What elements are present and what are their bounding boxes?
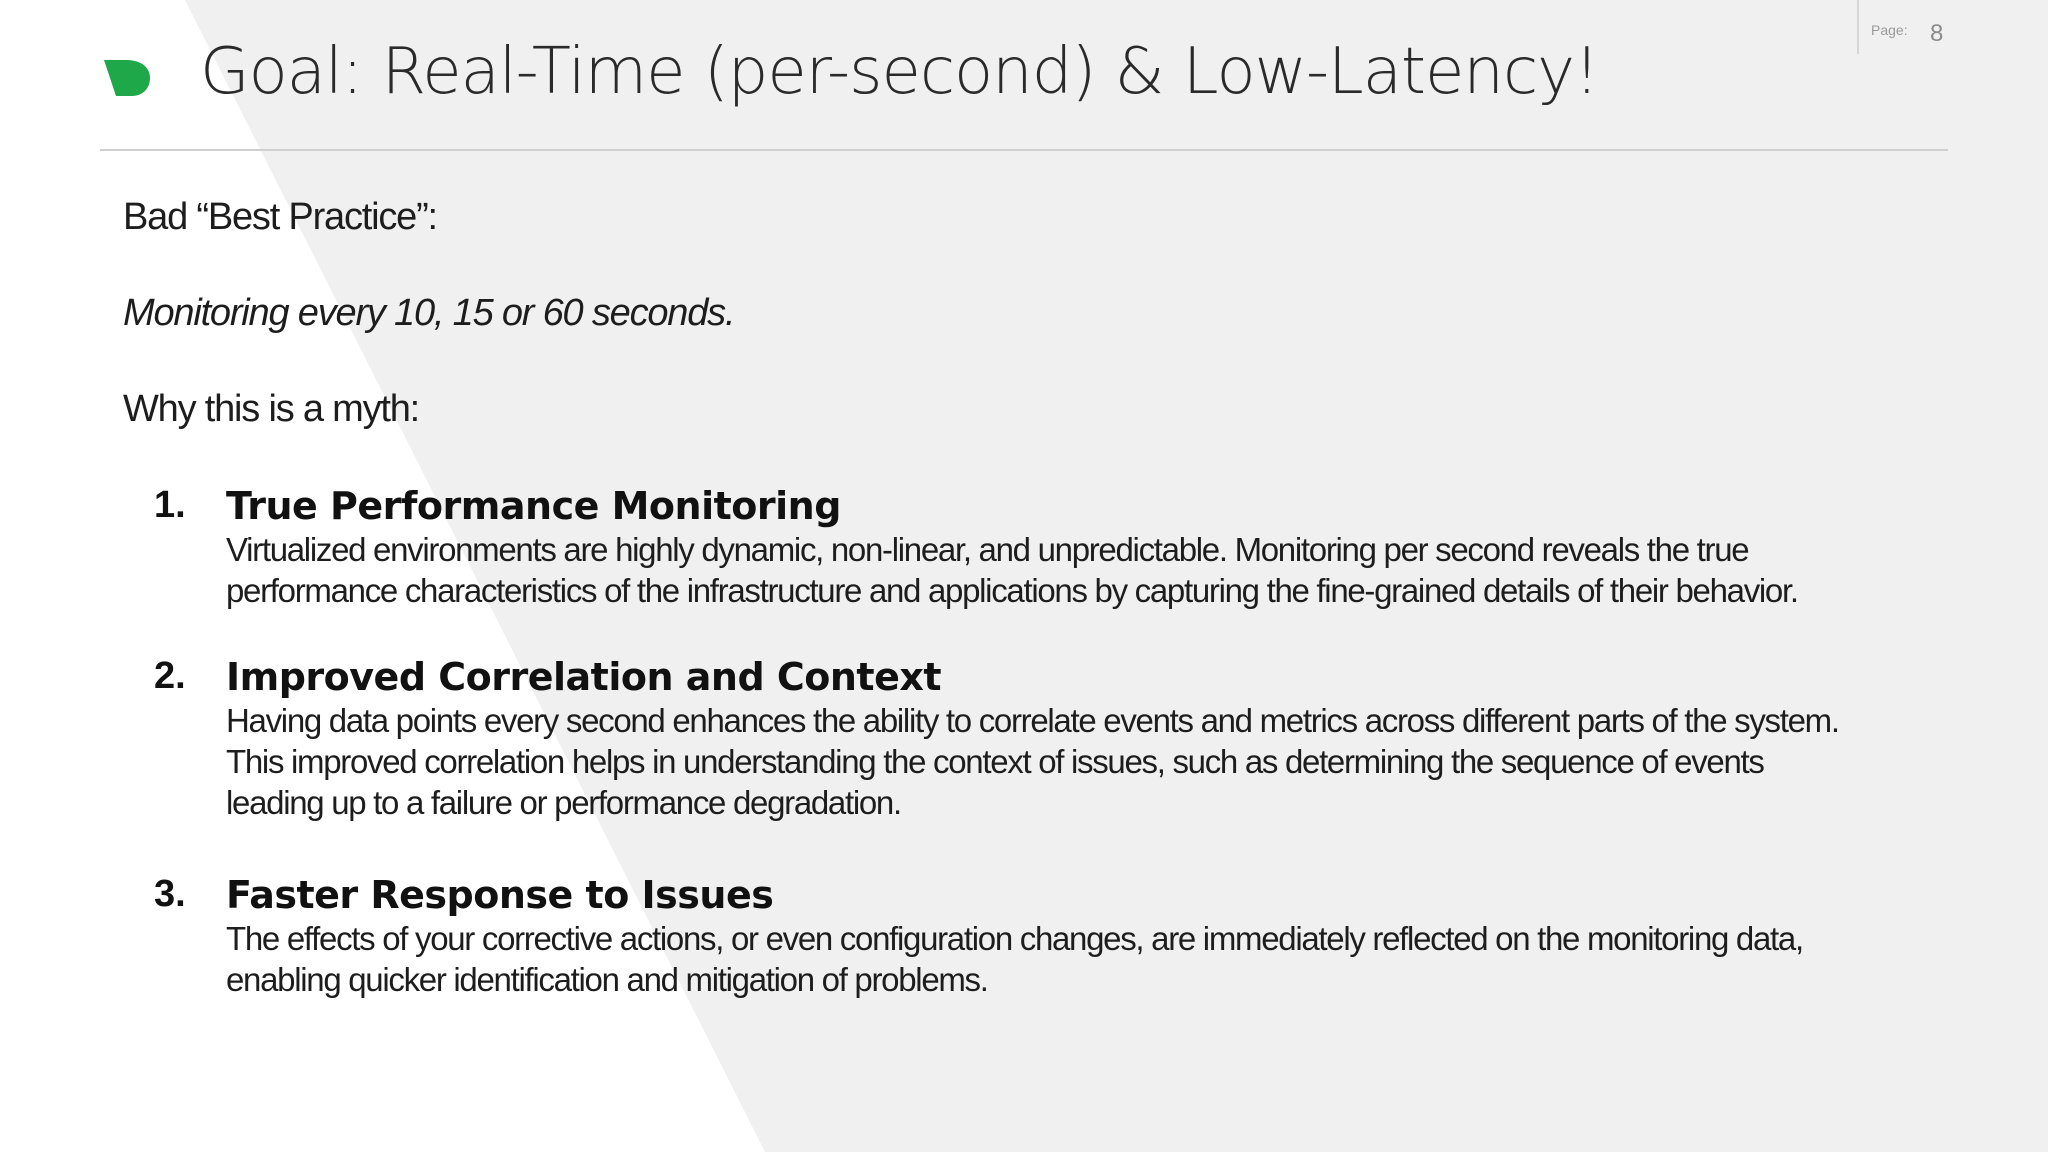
- list-item-body: [226, 918, 1966, 1000]
- bad-practice-label: Bad “Best Practice”:: [123, 196, 437, 238]
- slide-title: Goal: Real-Time (per-second) & Low-Latency!: [200, 35, 1599, 109]
- list-item-heading: Improved Correlation and Context: [226, 655, 942, 699]
- list-item-line: Having data points every second enhances the ability to correlate events and metrics across different parts of the system.: [226, 702, 1839, 739]
- list-item-line: Virtualized environments are highly dynamic, non-linear, and unpredictable. Monitoring per second reveals the true: [226, 531, 1749, 568]
- list-item-line: leading up to a failure or performance degradation.: [226, 784, 901, 821]
- bad-practice-text: Monitoring every 10, 15 or 60 seconds.: [123, 292, 735, 334]
- list-item-heading: Faster Response to Issues: [226, 873, 774, 917]
- list-item-number: 2.: [154, 655, 186, 697]
- page-number: 8: [1930, 20, 1944, 47]
- list-item-line: enabling quicker identification and mitigation of problems.: [226, 961, 988, 998]
- page-label: Page:: [1871, 22, 1908, 38]
- list-item-number: 3.: [154, 873, 186, 915]
- list-item-body: [226, 529, 1966, 611]
- list-item-number: 1.: [154, 484, 186, 526]
- list-item-body: [226, 700, 1966, 823]
- page-divider: [1857, 0, 1859, 54]
- title-divider: [100, 149, 1948, 151]
- list-item-line: This improved correlation helps in understanding the context of issues, such as determining the sequence of events: [226, 743, 1764, 780]
- why-label: Why this is a myth:: [123, 388, 420, 430]
- list-item-line: The effects of your corrective actions, or even configuration changes, are immediately reflected on the monitoring data,: [226, 920, 1803, 957]
- list-item-line: performance characteristics of the infrastructure and applications by capturing the fine-grained details of their behavior.: [226, 572, 1798, 609]
- leaf-logo-icon: [104, 60, 150, 96]
- list-item-heading: True Performance Monitoring: [226, 484, 841, 528]
